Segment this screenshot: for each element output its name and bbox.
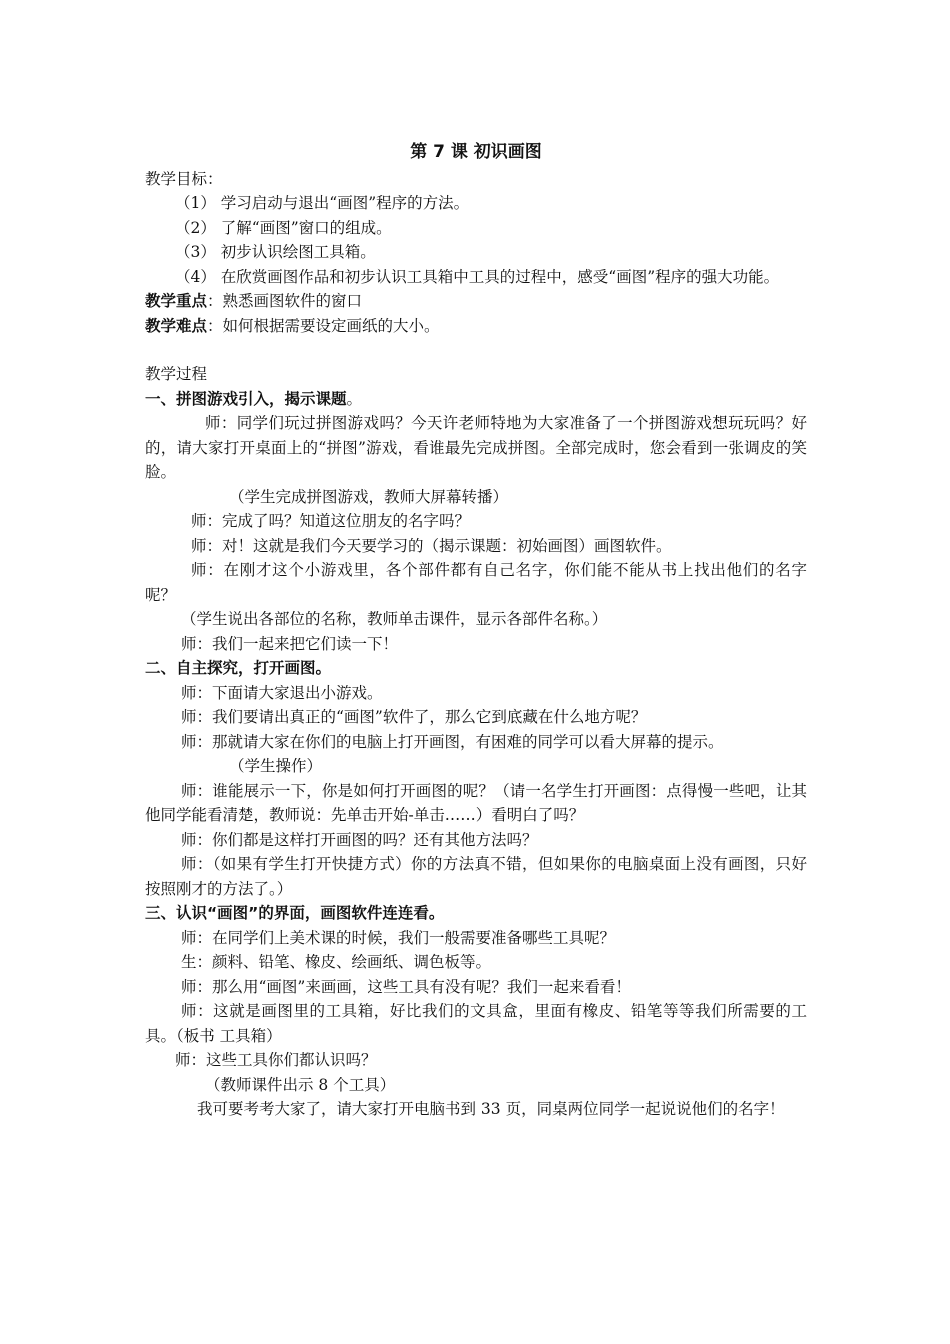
paragraph: 师：在刚才这个小游戏里，各个部件都有自己名字，你们能不能从书上找出他们的名字呢？	[145, 561, 807, 604]
lesson-document	[145, 140, 807, 1122]
section-heading-tail: 。	[346, 389, 363, 408]
difficult-point-text: ：如何根据需要设定画纸的大小。	[207, 316, 440, 335]
section-heading: 三、认识“画图”的界面，画图软件连连看。	[145, 904, 445, 922]
paragraph: 师：我们要请出真正的“画图”软件了，那么它到底藏在什么地方呢？	[181, 708, 647, 726]
paragraph: 师：完成了吗？知道这位朋友的名字吗？	[191, 512, 471, 530]
page-title: 第 7 课 初识画图	[410, 142, 542, 162]
paragraph: 师：（如果有学生打开快捷方式）你的方法真不错，但如果你的电脑桌面上没有画图，只好按照刚才的方法了。）	[145, 855, 807, 898]
difficult-point-label: 教学难点	[145, 316, 208, 335]
paragraph: 师：那就请大家在你们的电脑上打开画图，有困难的同学可以看大屏幕的提示。	[181, 732, 724, 751]
paragraph: 生：颜料、铅笔、橡皮、绘画纸、调色板等。	[181, 953, 492, 971]
paragraph: 师：在同学们上美术课的时候，我们一般需要准备哪些工具呢？	[181, 928, 616, 947]
blank-line	[145, 338, 807, 362]
objective-item: （1） 学习启动与退出“画图”程序的方法。	[175, 194, 470, 212]
key-point-text: ：熟悉画图软件的窗口	[207, 292, 363, 310]
paragraph: 师：这就是画图里的工具箱，好比我们的文具盒，里面有橡皮、铅笔等等我们所需要的工具。（板书 工具箱）	[145, 1002, 807, 1045]
paragraph: （教师课件出示 8 个工具）	[205, 1075, 396, 1094]
paragraph: 师：同学们玩过拼图游戏吗？今天许老师特地为大家准备了一个拼图游戏想玩玩吗？好的，请大家打开桌面上的“拼图”游戏，看谁最先完成拼图。全部完成时，您会看到一张调皮的笑脸。	[145, 414, 807, 481]
key-point-label: 教学重点	[145, 292, 208, 310]
section-heading	[145, 387, 807, 412]
objective-item: （4） 在欣赏画图作品和初步认识工具箱中工具的过程中，感受“画图”程序的强大功能。	[175, 267, 780, 286]
objectives-heading: 教学目标：	[145, 169, 223, 188]
objective-item: （3） 初步认识绘图工具箱。	[175, 243, 376, 261]
section-heading: 二、自主探究，打开画图。	[145, 659, 332, 677]
process-heading: 教学过程	[145, 365, 208, 383]
paragraph: （学生说出各部位的名称，教师单击课件，显示各部件名称。）	[181, 610, 608, 628]
objective-item: （2） 了解“画图”窗口的组成。	[175, 218, 392, 237]
paragraph: 师：谁能展示一下，你是如何打开画图的呢？（请一名学生打开画图：点得慢一些吧，让其他同学能看清楚，教师说：先单击开始-单击……）看明白了吗？	[145, 781, 807, 824]
paragraph: 师：我们一起来把它们读一下！	[181, 634, 399, 653]
paragraph: 我可要考考大家了，请大家打开电脑书到 33 页，同桌两位同学一起说说他们的名字！	[197, 1100, 785, 1118]
key-point	[145, 289, 807, 314]
paragraph: （学生操作）	[229, 757, 323, 775]
paragraph: （学生完成拼图游戏，教师大屏幕转播）	[229, 487, 509, 506]
difficult-point	[145, 314, 807, 339]
paragraph: 师：对！这就是我们今天要学习的（揭示课题：初始画图）画图软件。	[191, 536, 672, 555]
paragraph: 师：你们都是这样打开画图的吗？还有其他方法吗？	[181, 830, 538, 849]
paragraph: 师：下面请大家退出小游戏。	[181, 683, 383, 702]
paragraph: 师：那么用“画图”来画画，这些工具有没有呢？我们一起来看看！	[181, 977, 631, 996]
paragraph: 师：这些工具你们都认识吗？	[175, 1051, 377, 1069]
section-heading-text: 一、拼图游戏引入，揭示课题	[145, 389, 347, 408]
